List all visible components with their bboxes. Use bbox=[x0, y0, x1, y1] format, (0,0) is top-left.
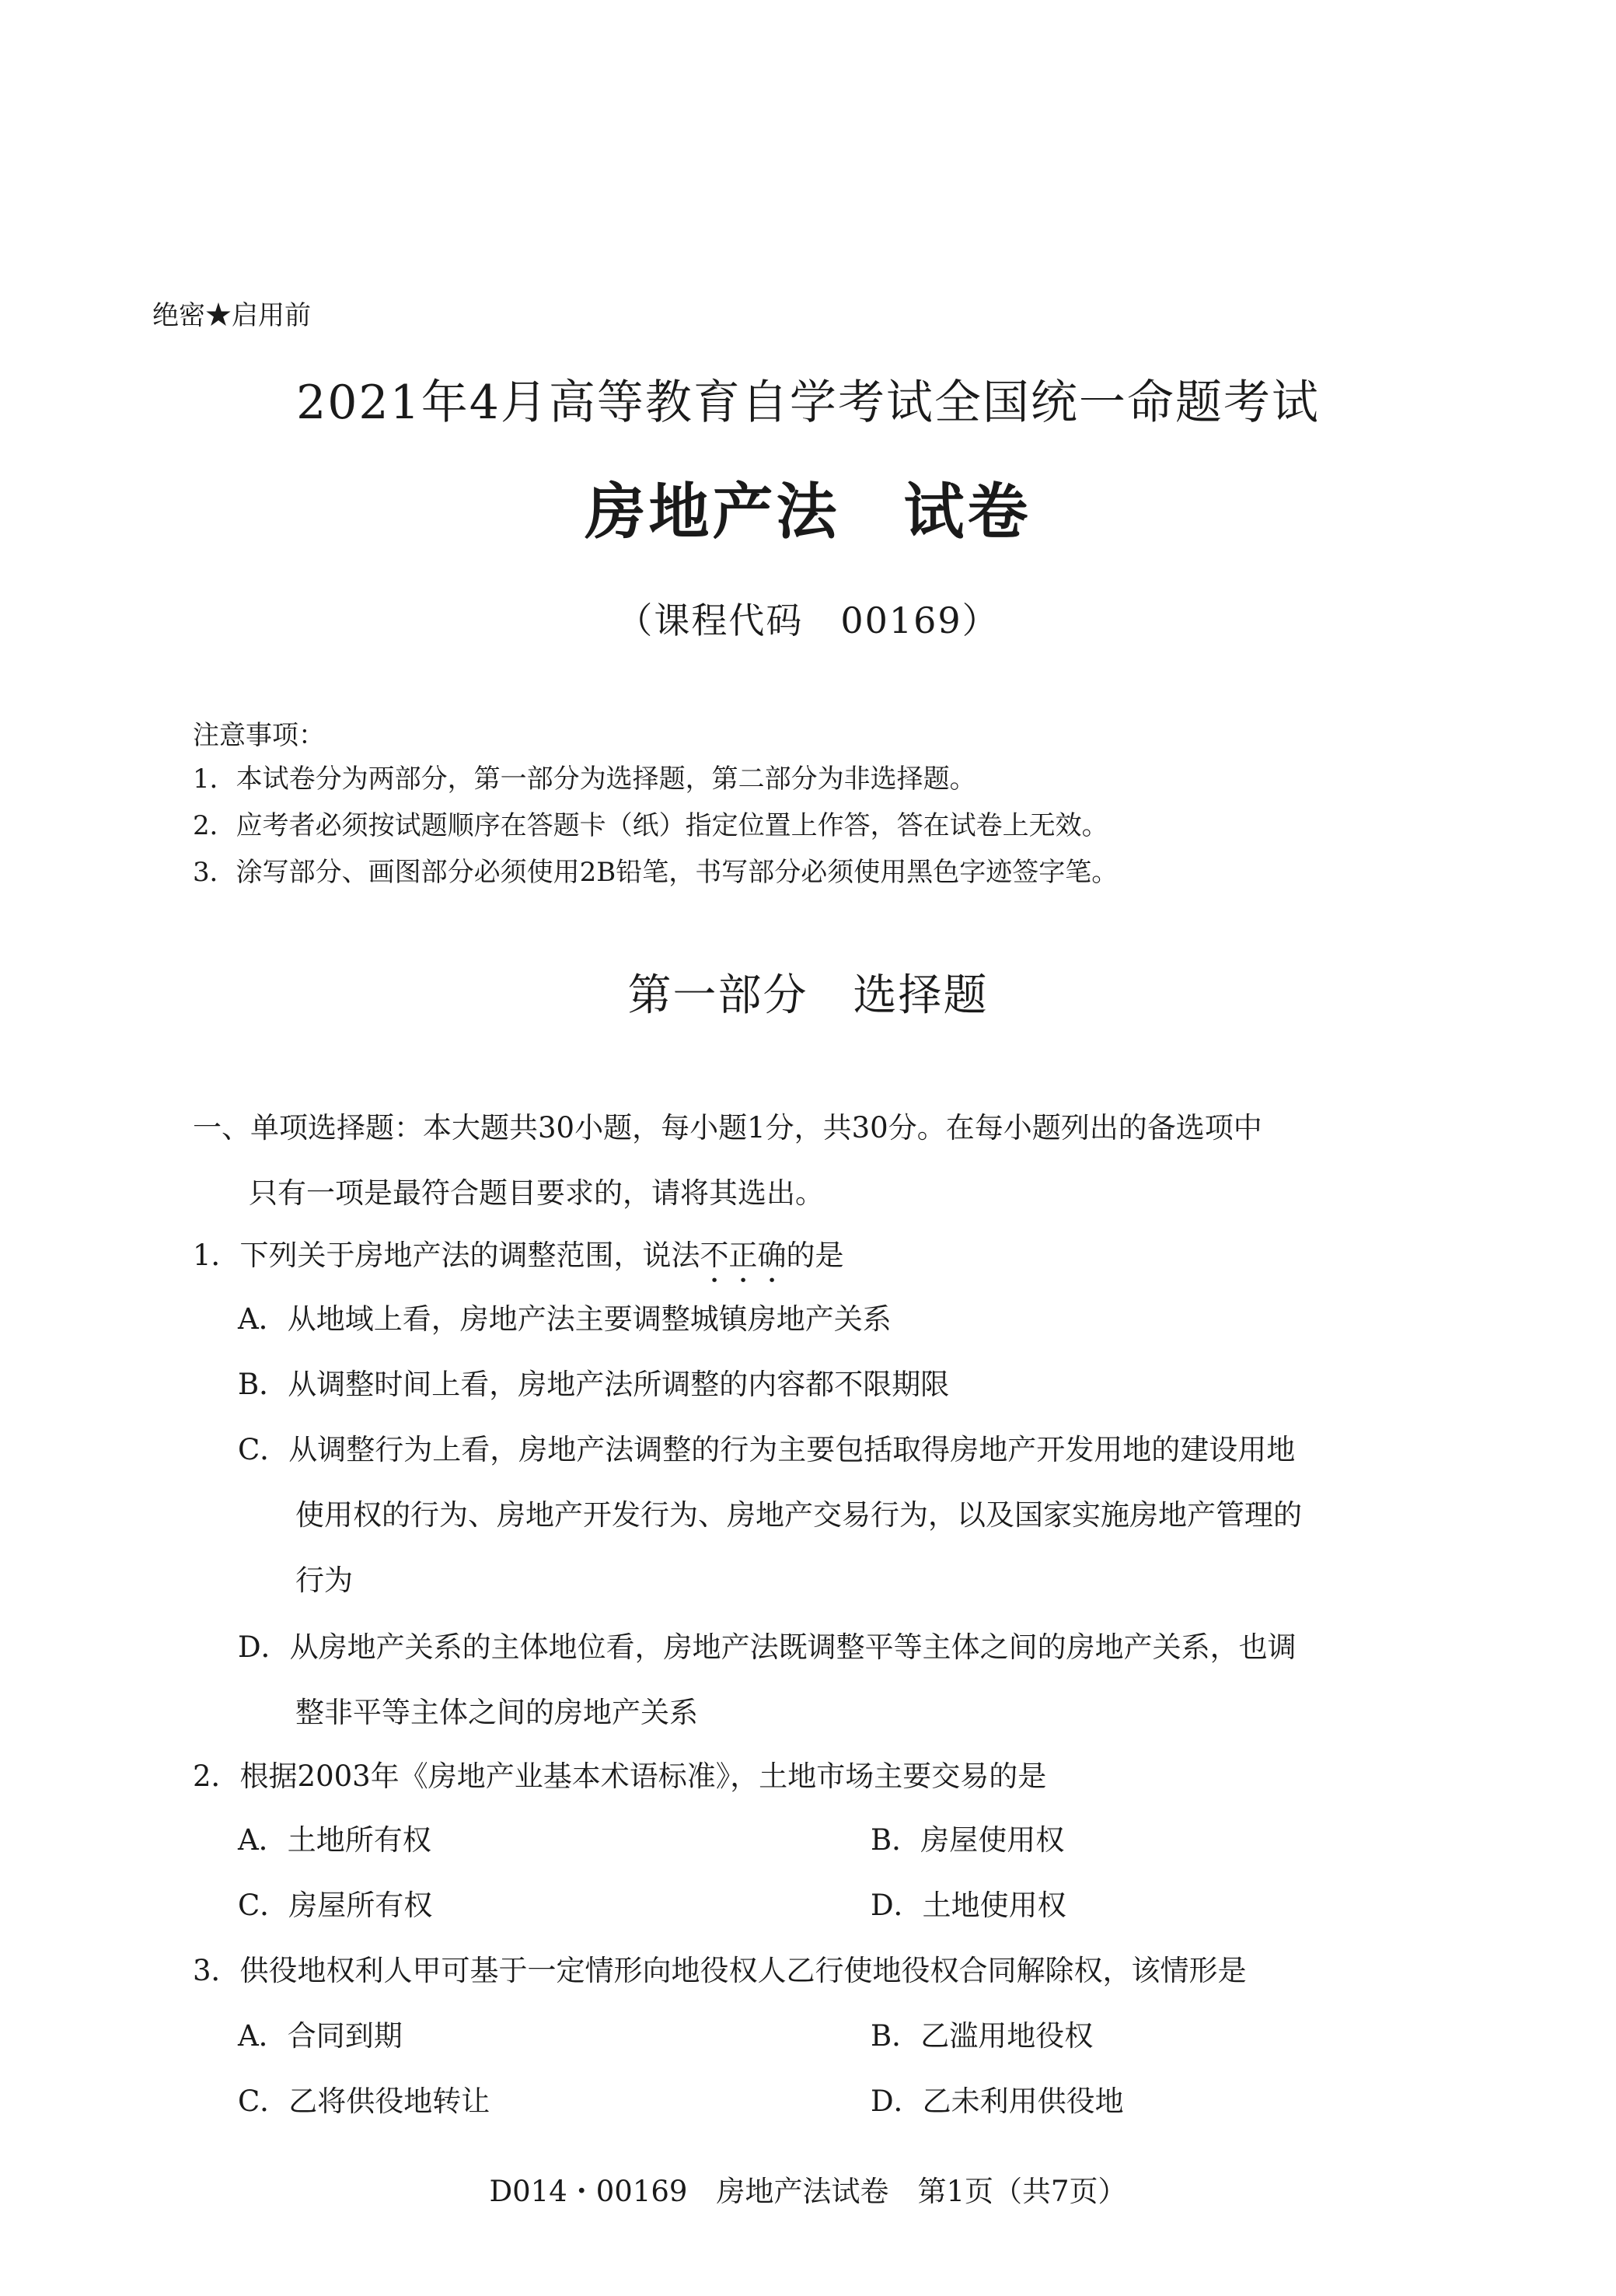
question-stem-text: 的是 bbox=[786, 1239, 844, 1272]
option-c-cont: 行为 bbox=[295, 1564, 353, 1597]
confidential-label: 绝密★启用前 bbox=[152, 300, 311, 331]
section-instructions: 一、单项选择题：本大题共30小题，每小题1分，共30分。在每小题列出的备选项中 bbox=[193, 1111, 1262, 1145]
page-footer: D014・00169 房地产法试卷 第1页（共7页） bbox=[489, 2175, 1127, 2208]
option-d: D．从房地产关系的主体地位看，房地产法既调整平等主体之间的房地产关系，也调 bbox=[238, 1630, 1297, 1664]
notice-item: 2．应考者必须按试题顺序在答题卡（纸）指定位置上作答，答在试卷上无效。 bbox=[193, 810, 1108, 841]
question-stem: 2．根据2003年《房地产业基本术语标准》，土地市场主要交易的是 bbox=[193, 1760, 1047, 1793]
notice-heading: 注意事项： bbox=[193, 720, 325, 751]
course-code: （课程代码 00169） bbox=[616, 599, 1000, 641]
option-c: C．从调整行为上看，房地产法调整的行为主要包括取得房地产开发用地的建设用地 bbox=[238, 1433, 1296, 1466]
paper-title: 房地产法 试卷 bbox=[585, 477, 1031, 547]
notice-item: 3．涂写部分、画图部分必须使用2B铅笔，书写部分必须使用黑色字迹签字笔。 bbox=[193, 857, 1119, 888]
option-a: A．从地域上看，房地产法主要调整城镇房地产关系 bbox=[238, 1302, 892, 1336]
option-d-cont: 整非平等主体之间的房地产关系 bbox=[295, 1696, 698, 1729]
option-d: D．乙未利用供役地 bbox=[871, 2085, 1124, 2118]
option-c-cont: 使用权的行为、房地产开发行为、房地产交易行为，以及国家实施房地产管理的 bbox=[295, 1498, 1302, 1532]
option-d: D．土地使用权 bbox=[871, 1889, 1066, 1922]
option-c: C．乙将供役地转让 bbox=[238, 2085, 490, 2118]
option-a: A．合同到期 bbox=[238, 2019, 403, 2053]
exam-title: 2021年4月高等教育自学考试全国统一命题考试 bbox=[296, 376, 1320, 430]
option-a: A．土地所有权 bbox=[238, 1823, 431, 1857]
option-b: B．从调整时间上看，房地产法所调整的内容都不限期限 bbox=[238, 1368, 950, 1401]
question-stem-text: 1．下列关于房地产法的调整范围，说法 bbox=[193, 1239, 700, 1272]
question-stem bbox=[193, 1232, 844, 1289]
emphasis-text: 不正确 bbox=[700, 1239, 787, 1272]
option-c: C．房屋所有权 bbox=[238, 1889, 433, 1922]
notice-item: 1．本试卷分为两部分，第一部分为选择题，第二部分为非选择题。 bbox=[193, 764, 976, 795]
option-b: B．乙滥用地役权 bbox=[871, 2019, 1094, 2053]
question-stem: 3．供役地权利人甲可基于一定情形向地役权人乙行使地役权合同解除权，该情形是 bbox=[193, 1954, 1247, 1987]
section-instructions-cont: 只有一项是最符合题目要求的，请将其选出。 bbox=[249, 1176, 824, 1210]
option-b: B．房屋使用权 bbox=[871, 1823, 1065, 1857]
part-title: 第一部分 选择题 bbox=[627, 970, 989, 1021]
